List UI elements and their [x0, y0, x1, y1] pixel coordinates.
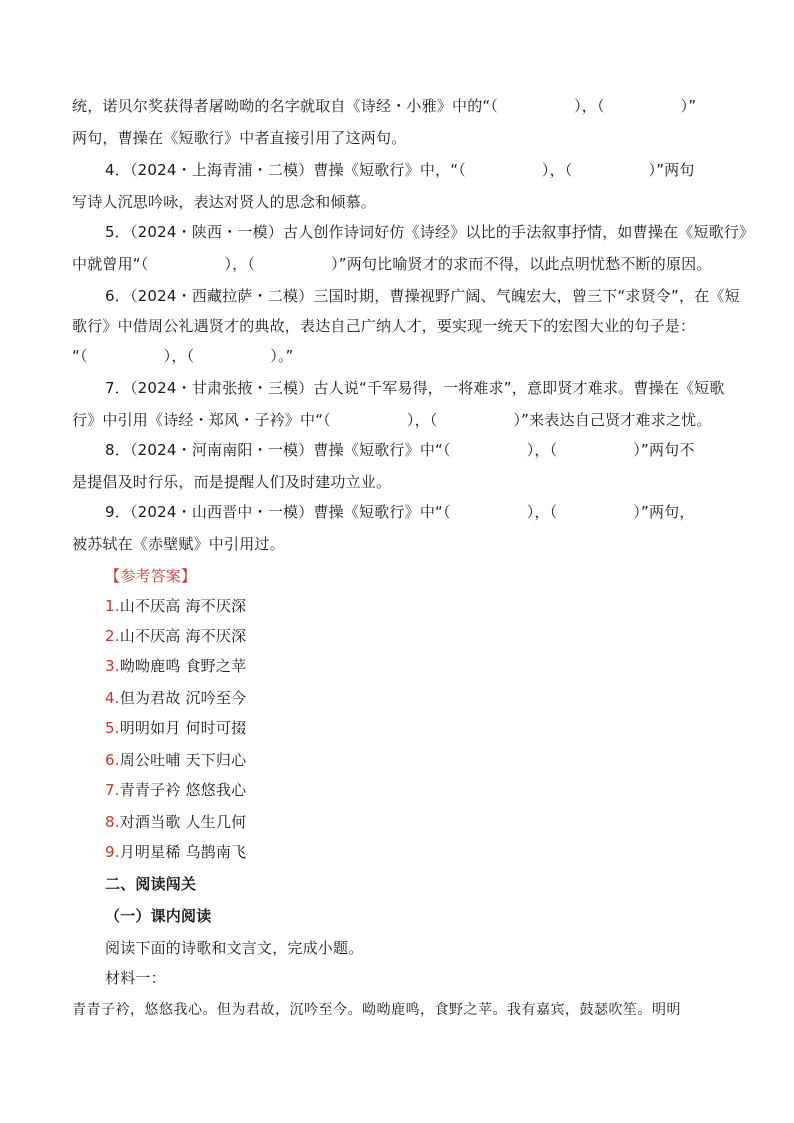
- question-9-line2: 被苏轼在《赤壁赋》中引用过。: [72, 535, 285, 553]
- question-6-line2: 歌行》中借周公礼遇贤才的典故，表达自己广纳人才，要实现一统天下的宏图大业的句子是：: [72, 317, 696, 335]
- subsection-title: （一）课内阅读: [105, 907, 212, 925]
- answer-number: 9.: [105, 843, 120, 861]
- question-5-line1: 5．（2024・陕西・一模）古人创作诗词好仿《诗经》以比的手法叙事抒情，如曹操在《短歌行》: [105, 223, 755, 241]
- question-6-line3: “（ ），（ ）。”: [72, 347, 294, 365]
- answer-text: 对酒当歌 人生几何: [119, 813, 247, 831]
- answer-text: 月明星稀 乌鹊南飞: [119, 843, 247, 861]
- answer-text: 呦呦鹿鸣 食野之苹: [119, 657, 247, 675]
- answer-item: [105, 718, 246, 738]
- question-9-line1: 9．（2024・山西晋中・一模）曹操《短歌行》中“（ ），（ ）”两句，: [105, 503, 695, 521]
- answer-key-title: 【参考答案】: [105, 567, 197, 585]
- answer-item: [105, 842, 246, 862]
- answer-text: 青青子衿 悠悠我心: [119, 781, 247, 799]
- answer-text: 明明如月 何时可掇: [119, 719, 247, 737]
- question-8-line1: 8．（2024・河南南阳・一模）曹操《短歌行》中“（ ），（ ）”两句不: [105, 441, 695, 459]
- answer-item: [105, 780, 246, 800]
- answer-text: 周公吐哺 天下归心: [119, 751, 247, 769]
- answer-number: 8.: [105, 813, 120, 831]
- answer-number: 4.: [105, 689, 120, 707]
- answer-item: [105, 688, 246, 708]
- answer-item: [105, 596, 246, 616]
- answer-number: 2.: [105, 627, 120, 645]
- section-title: 二、阅读闯关: [105, 875, 197, 893]
- question-6-line1: 6．（2024・西藏拉萨・二模）三国时期，曹操视野广阔、气魄宏大，曾三下“求贤令”，在《短: [105, 287, 740, 305]
- answer-item: [105, 626, 246, 646]
- question-4-line2: 写诗人沉思吟咏，表达对贤人的思念和倾慕。: [72, 193, 377, 211]
- answer-item: [105, 750, 246, 770]
- question-5-line2: 中就曾用“（ ），（ ）”两句比喻贤才的求而不得，以此点明忧愁不断的原因。: [72, 255, 712, 273]
- reading-instruction: 阅读下面的诗歌和文言文，完成小题。: [105, 939, 364, 957]
- q3-continued-line2: 两句，曹操在《短歌行》中者直接引用了这两句。: [72, 129, 407, 147]
- answer-item: [105, 812, 246, 832]
- answer-text: 山不厌高 海不厌深: [119, 627, 247, 645]
- question-7-line2: 行》中引用《诗经・郑风・子衿》中“（ ），（ ）”来表达自己贤才难求之忧。: [72, 411, 712, 429]
- answer-item: [105, 656, 246, 676]
- question-7-line1: 7．（2024・甘肃张掖・三模）古人说“千军易得，一将难求”，意即贤才难求。曹操在《短歌: [105, 379, 725, 397]
- answer-text: 但为君故 沉吟至今: [119, 689, 247, 707]
- material-text: 青青子衿，悠悠我心。但为君故，沉吟至今。呦呦鹿鸣，食野之苹。我有嘉宾，鼓瑟吹笙。明明: [72, 1002, 681, 1018]
- answer-number: 5.: [105, 719, 120, 737]
- question-8-line2: 是提倡及时行乐，而是提醒人们及时建功立业。: [72, 473, 392, 491]
- material-label: 材料一：: [105, 969, 166, 987]
- answer-number: 3.: [105, 657, 120, 675]
- question-4-line1: 4．（2024・上海青浦・二模）曹操《短歌行》中，“（ ），（ ）”两句: [105, 161, 695, 179]
- answer-text: 山不厌高 海不厌深: [119, 597, 247, 615]
- answer-number: 7.: [105, 781, 120, 799]
- answer-number: 1.: [105, 597, 120, 615]
- answer-number: 6.: [105, 751, 120, 769]
- q3-continued-line1: 统，诺贝尔奖获得者屠呦呦的名字就取自《诗经・小雅》中的“（ ），（ ）”: [72, 97, 697, 115]
